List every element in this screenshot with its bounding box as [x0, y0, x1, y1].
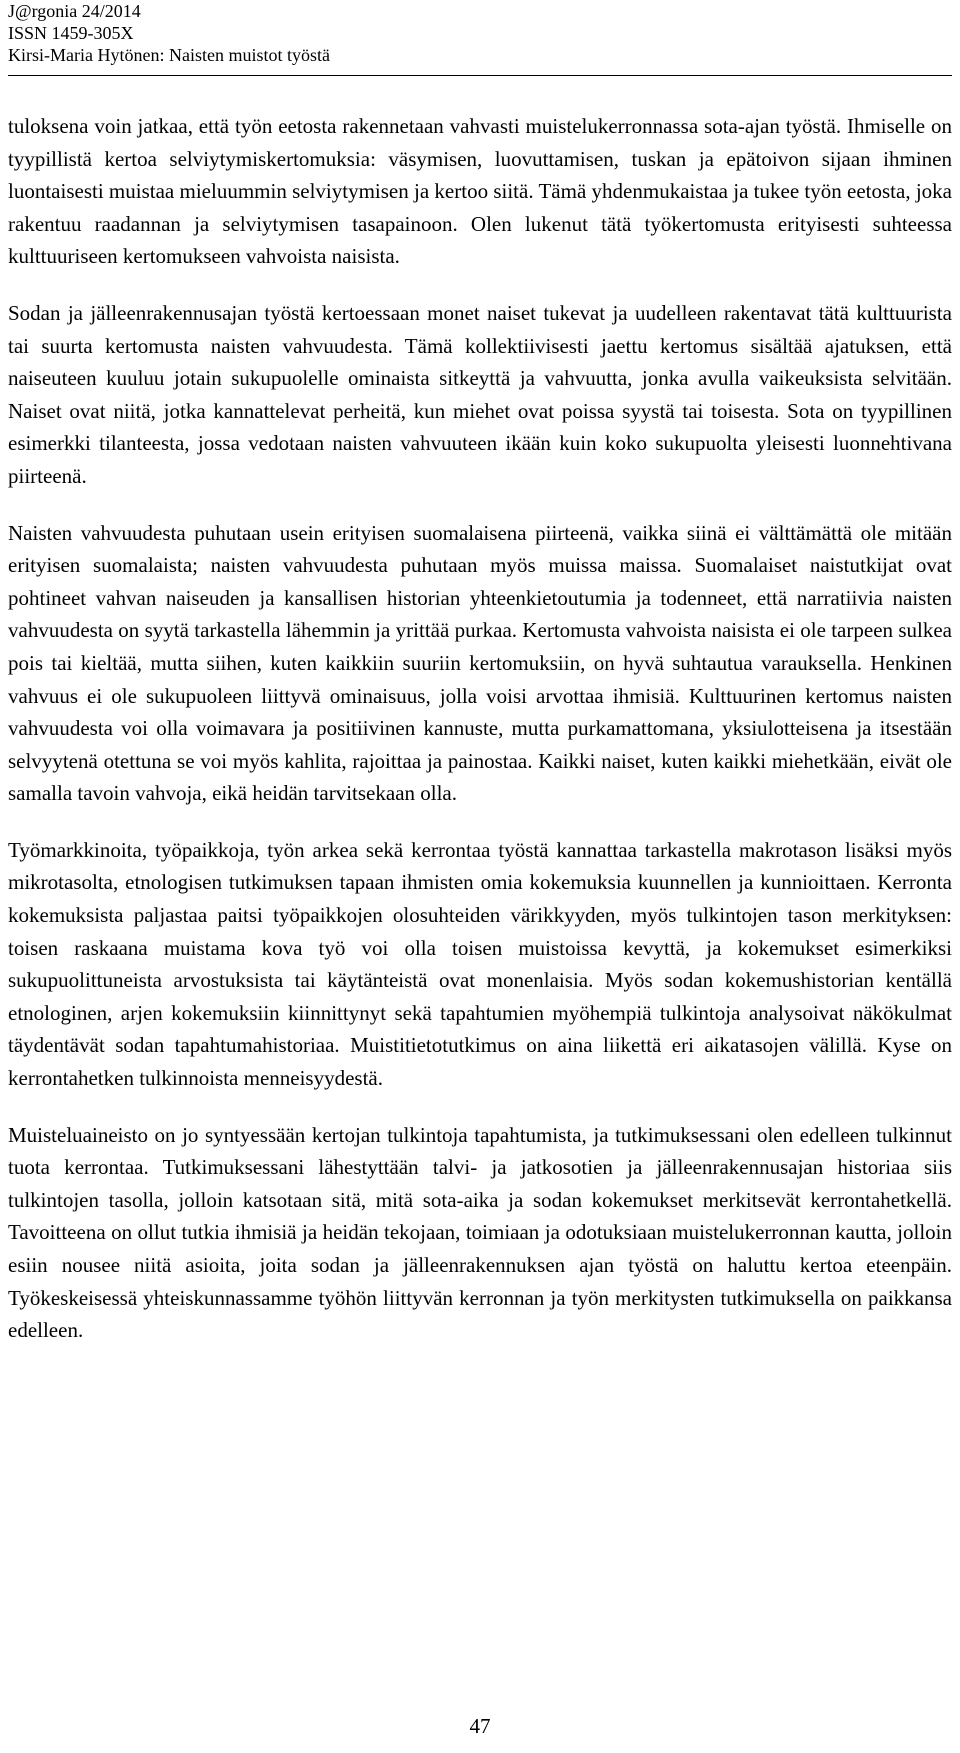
paragraph-1: tuloksena voin jatkaa, että työn eetosta rakennetaan vahvasti muistelukerronnassa sota-ajan työstä. Ihmiselle on tyypillistä kertoa selviytymiskertomuksia: väsymisen, luovuttamisen, tuskan ja epätoivon sijaan ihminen luontaisesti muistaa mieluummin selviytymisen ja kertoo siitä. Tämä yhdenmukaistaa ja tukee työn eetosta, joka rakentuu raadannan ja selviytymisen tasapainoon. Olen lukenut tätä työkertomusta erityisesti suhteessa kulttuuriseen kertomukseen vahvoista naisista. [8, 114, 952, 269]
author-article-title: Kirsi-Maria Hytönen: Naisten muistot työstä [8, 45, 330, 65]
journal-title: J@rgonia 24/2014 [8, 1, 141, 21]
paragraph-3: Naisten vahvuudesta puhutaan usein erityisen suomalaisena piirteenä, vaikka siinä ei välttämättä ole mitään erityisen suomalaista; naisten vahvuudesta puhutaan myös muissa maissa. Suomalaiset naistutkijat ovat pohtineet vahvan naiseuden ja kansallisen historian yhteenkietoutumia ja todenneet, että narratiivia naisten vahvuudesta on syytä tarkastella lähemmin ja yrittää purkaa. Kertomusta vahvoista naisista ei ole tarpeen sulkea pois tai kieltää, mutta siihen, kuten kaikkiin suuriin kertomuksiin, on hyvä suhtautua varauksella. Henkinen vahvuus ei ole sukupuoleen liittyvä ominaisuus, jolla voisi arvottaa ihmisiä. Kulttuurinen kertomus naisten vahvuudesta voi olla voimavara ja positiivinen kannuste, mutta purkamattomana, yksiulotteisena ja itsestään selvyytenä otettuna se voi myös kahlita, rajoittaa ja painostaa. Kaikki naiset, kuten kaikki miehetkään, eivät ole samalla tavoin vahvoja, eikä heidän tarvitsekaan olla. [8, 520, 952, 806]
paragraph-4: Työmarkkinoita, työpaikkoja, työn arkea sekä kerrontaa työstä kannattaa tarkastella makrotason lisäksi myös mikrotasolta, etnologisen tutkimuksen tapaan ihmisten omia kokemuksia kuunnellen ja kunnioittaen. Kerronta kokemuksista paljastaa paitsi työpaikkojen olosuhteiden värikkyyden, myös tulkintojen tason merkityksen: toisen raskaana muistama kova työ voi olla toisen muistoissa kevyttä, ja kokemukset esimerkiksi sukupuolittuneista arvostuksista tai käytänteistä ovat monenlaisia. Myös sodan kokemushistorian kentällä etnologinen, arjen kokemuksiin kiinnittynyt sekä tapahtumien myöhempiä tulkintoja analysoivat näkökulmat täydentävät sodan tapahtumahistoriaa. Muistitietotutkimus on aina liikettä eri aikatasojen välillä. Kyse on kerrontahetken tulkinnoista menneisyydestä. [8, 837, 952, 1091]
page-number: 47 [469, 1714, 491, 1738]
article-body [8, 110, 952, 1371]
issn-line: ISSN 1459-305X [8, 23, 134, 43]
paragraph-2: Sodan ja jälleenrakennusajan työstä kertoessaan monet naiset tukevat ja uudelleen rakentavat tätä kulttuurista tai suurta kertomusta naisten vahvuudesta. Tämä kollektiivisesti jaettu kertomus sisältää ajatuksen, että naiseuteen kuuluu jotain sukupuolelle ominaista sitkeyttä ja vahvuutta, jonka avulla vaikeuksista selvitään. Naiset ovat niitä, jotka kannattelevat perheitä, kun miehet ovat poissa syystä tai toisesta. Sota on tyypillinen esimerkki tilanteesta, jossa vedotaan naisten vahvuuteen ikään kuin koko sukupuolta yleisesti luonnehtivana piirteenä. [8, 300, 952, 488]
page-header [8, 0, 952, 66]
header-divider [8, 75, 952, 76]
paragraph-5: Muisteluaineisto on jo syntyessään kertojan tulkintoja tapahtumista, ja tutkimuksessani olen edelleen tulkinnut tuota kerrontaa. Tutkimuksessani lähestyttään talvi- ja jatkosotien ja jälleenrakennusajan historiaa siis tulkintojen tasolla, jolloin katsotaan sitä, mitä sota-aika ja sodan kokemukset merkitsevät kerrontahetkellä. Tavoitteena on ollut tutkia ihmisiä ja heidän tekojaan, toimiaan ja odotuksiaan muistelukerronnan kautta, jolloin esiin nousee niitä asioita, joita sodan ja jälleenrakennuksen ajan työstä on haluttu kertoa eteenpäin. Työkeskeisessä yhteiskunnassamme työhön liittyvän kerronnan ja työn merkitysten tutkimuksella on paikkansa edelleen. [8, 1122, 952, 1343]
